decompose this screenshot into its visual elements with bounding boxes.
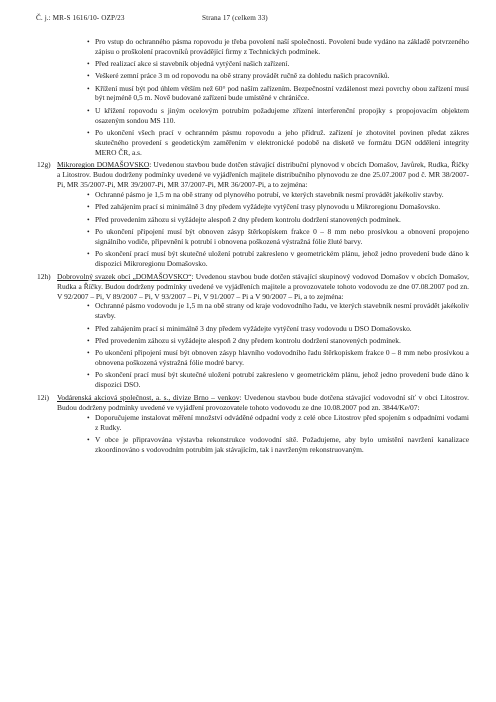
list-item: • Křížení musí být pod úhlem větším než 60° pod naším zařízením. Bezpečnostní vzdálenost mezi povrchy obou zařízení musí být nejméně 0,5 m. Nově budované zařízení bude umístěné v chráničce.: [87, 83, 469, 103]
section-paragraph: [37, 160, 469, 190]
bullet-icon: •: [87, 37, 90, 46]
list-item: • Doporučujeme instalovat měření množství odváděné odpadní vody z celé obce Litostrov před spojením s odpadními vodami z Rudky.: [87, 412, 469, 432]
list-item: • U křížení ropovodu s jiným ocelovým potrubím požadujeme zřízení interferenční propojky s propojovacím objektem osazeným sondou MS 110.: [87, 105, 469, 125]
list-item: • Po ukončení připojení musí být obnoven zásyp hlavního vodovodního řadu štěrkopískem frakce 0 – 8 mm nebo prosívkou a obnovena poškozená výstražná fólie modré barvy.: [87, 347, 469, 367]
section-text: : Uvedenou stavbou bude dotčena stávající vodovodní síť v obci Litostrov. Budou dodrženy podmínky uvedené ve vyjádření provozovatele tohoto vodovodu ze dne 10.08.2007 pod zn. 3844/Ke/07:: [57, 392, 469, 412]
bullet-icon: •: [87, 347, 90, 357]
list-item: • Před provedením záhozu si vyžádejte alespoň 2 dny předem kontrolu dodržení stanovených podmínek.: [87, 214, 401, 224]
section-paragraph: [37, 272, 469, 302]
list-item: • Ochranné pásmo vodovodu je 1,5 m na obě strany od kraje vodovodního řadu, ve kterých stavebník nesmí provádět jakékoliv stavby.: [87, 301, 469, 321]
bullet-icon: •: [87, 434, 90, 444]
list-item: • Po skončení prací musí být skutečné uložení potrubí zakresleno v geometrickém plánu, jehož jedno provedení bude dáno k dispozici Mikroregionu Domašovsko.: [87, 248, 469, 268]
bullet-icon: •: [87, 301, 90, 311]
list-item: • V obce je připravována výstavba rekonstrukce vodovodní sítě. Požadujeme, aby bylo umístění navržení kanalizace zkoordinováno s vodovodním potrubím jak stávajícím, tak i navrženým rekonstruovaným.: [87, 434, 469, 454]
list-item: • Pro vstup do ochranného pásma ropovodu je třeba povolení naší společnosti. Povolení bude vydáno na základě potvrzeného zápisu o proškolení pracovníků provádějící firmy z Technických podmínek.: [87, 37, 469, 56]
bullet-icon: •: [87, 83, 90, 93]
list-item: • Ochranné pásmo je 1,5 m na obě strany od plynového potrubí, ve kterých stavebník nesmí provádět jakékoliv stavby.: [87, 190, 444, 200]
list-item: • Po skončení prací musí být skutečné uložení potrubí zakresleno v geometrickém plánu, jehož jedno provedení bude dáno k dispozici DSO.: [87, 370, 469, 389]
section-title: Dobrovolný svazek obcí „DOMAŠOVSKO“: [57, 271, 192, 281]
section-title: Vodárenská akciová společnost, a. s., divize Brno – venkov: [57, 392, 240, 402]
section-paragraph: [37, 393, 469, 413]
list-item: • Po ukončení všech prací v ochranném pásmu ropovodu a jeho přídruž. zařízení je zhotovitel povinen předat zákres skutečného provedení s geodetickým zaměřením v elektronické podobě na disketě ve formátu DGN oddělení integrity MERO ČR, a.s.: [87, 127, 469, 157]
bullet-icon: •: [87, 190, 90, 200]
section-text: : Uvedenou stavbou bude dotčen stávající distribuční plynovod v obcích Domašov, Javůrek, Rudka, Říčky a Litostrov. Budou dodrženy podmínky uvedené ve vyjádřeních majitele distribučního plynovodu ze dne 25.07.2007 pod č. MR 38/2007-Pi, MR 35/2007-Pi, MR 39/2007-Pi, MR 37/2007-Pi, MR 36/2007-Pi, a to zejména:: [57, 160, 469, 190]
list-item: • Před zahájením prací si minimálně 3 dny předem vyžádejte vytýčení trasy vodovodu u DSO Domašovsko.: [87, 323, 412, 333]
bullet-icon: •: [87, 370, 90, 380]
list-item: • Před zahájením prací si minimálně 3 dny předem vyžádejte vytýčení trasy plynovodu u Mikroregionu Domašovsko.: [87, 202, 441, 212]
document-body: [37, 37, 469, 458]
section-12i: [37, 393, 469, 455]
section-12g: [37, 160, 469, 268]
bullet-icon: •: [87, 412, 90, 422]
section-number: 12h): [37, 271, 51, 281]
section-12h: [37, 272, 469, 390]
section-title: Mikroregion DOMAŠOVSKO: [57, 160, 150, 170]
intro-bullet-list: [37, 37, 469, 157]
page-number: Strana 17 (celkem 33): [202, 14, 268, 22]
bullet-icon: •: [87, 59, 90, 69]
bullet-icon: •: [87, 226, 90, 236]
section-number: 12i): [37, 392, 49, 402]
bullet-icon: •: [87, 214, 90, 224]
bullet-icon: •: [87, 323, 90, 333]
list-item: • Před realizací akce si stavebník objedná vytýčení našich zařízení.: [87, 59, 290, 69]
list-item: • Před provedením záhozu si vyžádejte alespoň 2 dny předem kontrolu dodržení stanovených podmínek.: [87, 335, 401, 345]
bullet-icon: •: [87, 105, 90, 115]
section-number: 12g): [37, 160, 51, 170]
list-item: • Veškeré zemní práce 3 m od ropovodu na obě strany provádět ručně za dohledu našich pracovníků.: [87, 71, 390, 81]
section-text: : Uvedenou stavbou bude dotčen stávající skupinový vodovod Domašov v obcích Domašov, Rudka a Říčky. Budou dodrženy podmínky uvedené ve vyjádřeních majitele a provozovatele tohoto vodovodu ze dne 07.08.2007 pod zn. V 92/2007 – Pi, V 89/2007 – Pi, V 93/2007 – Pi, V 91/2007 – Pi a V 90/2007 – Pi, a to zejména:: [57, 271, 469, 301]
bullet-icon: •: [87, 127, 90, 137]
bullet-icon: •: [87, 335, 90, 345]
bullet-icon: •: [87, 202, 90, 212]
bullet-icon: •: [87, 248, 90, 258]
list-item: • Po ukončení připojení musí být obnoven zásyp štěrkopískem frakce 0 – 8 mm nebo prosívkou a obnovení propojeno signálního vodiče, připevnění k potrubí i obnovena poškozená výstražná fólie žluté barvy.: [87, 226, 469, 246]
document-reference: Č. j.: MR-S 1616/10- OZP/23: [36, 14, 125, 22]
bullet-icon: •: [87, 71, 90, 81]
